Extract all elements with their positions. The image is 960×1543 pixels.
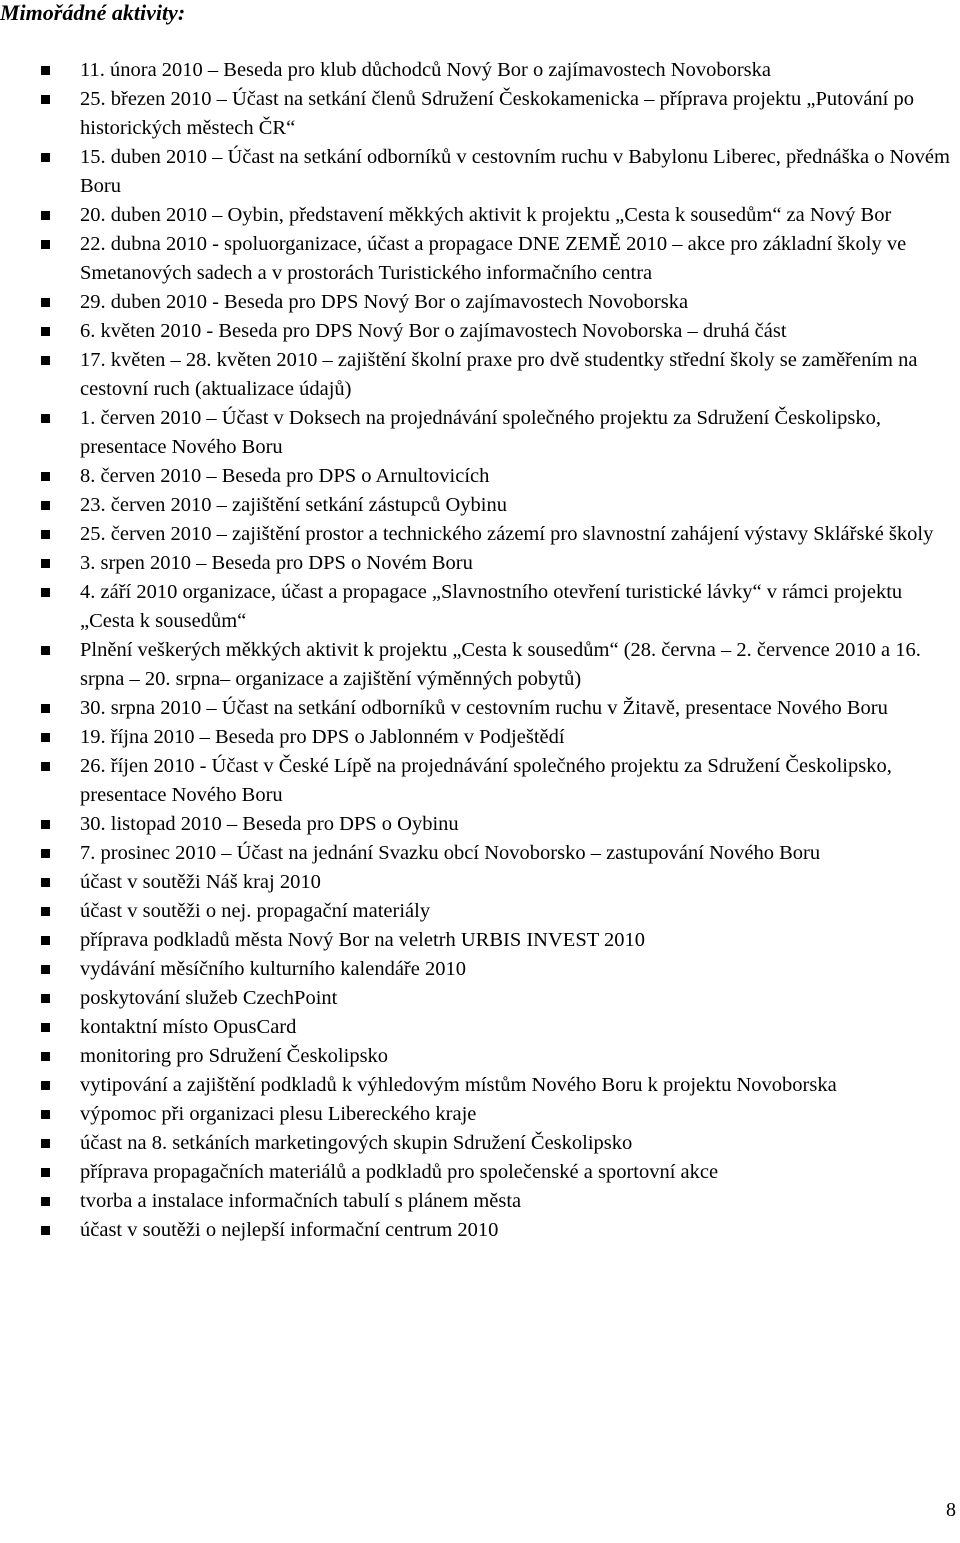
list-item (40, 752, 958, 810)
list-item-text: 29. duben 2010 - Beseda pro DPS Nový Bor o zajímavostech Novoborska (80, 291, 689, 313)
list-item-text: 15. duben 2010 – Účast na setkání odborníků v cestovním ruchu v Babylonu Liberec, přednáška o Novém Boru (80, 146, 950, 197)
list-item-text: 26. říjen 2010 - Účast v České Lípě na projednávání společného projektu za Sdružení Českolipsko, presentace Nového Boru (80, 755, 892, 806)
list-item-text: výpomoc při organizaci plesu Libereckého kraje (80, 1103, 477, 1125)
list-item (40, 955, 958, 984)
square-bullet-icon (41, 240, 50, 249)
list-item-text: poskytování služeb CzechPoint (80, 987, 338, 1009)
square-bullet-icon (41, 211, 50, 220)
list-item (40, 578, 958, 636)
square-bullet-icon (41, 1023, 50, 1032)
square-bullet-icon (41, 965, 50, 974)
list-item (40, 1129, 958, 1158)
list-item (40, 1100, 958, 1129)
list-item-text: 17. květen – 28. květen 2010 – zajištění školní praxe pro dvě studentky střední školy se zaměřením na cestovní ruch (aktualizace údajů) (80, 349, 918, 400)
page-number: 8 (946, 1499, 956, 1521)
square-bullet-icon (41, 1139, 50, 1148)
square-bullet-icon (41, 1110, 50, 1119)
list-item (40, 230, 958, 288)
list-item (40, 636, 958, 694)
square-bullet-icon (41, 327, 50, 336)
list-item-text: 30. listopad 2010 – Beseda pro DPS o Oybinu (80, 813, 459, 835)
list-item (40, 1013, 958, 1042)
list-item (40, 288, 958, 317)
activity-list (40, 56, 958, 1245)
list-item (40, 404, 958, 462)
list-item-text: 23. červen 2010 – zajištění setkání zástupců Oybinu (80, 494, 507, 516)
list-item-text: 19. října 2010 – Beseda pro DPS o Jablonném v Podještědí (80, 726, 565, 748)
list-item (40, 1216, 958, 1245)
list-item-text: Plnění veškerých měkkých aktivit k projektu „Cesta k sousedům“ (28. června – 2. července 2010 a 16. srpna – 20. srpna– organizace a zajištění výměnných pobytů) (80, 639, 921, 690)
list-item (40, 56, 958, 85)
list-item (40, 85, 958, 143)
square-bullet-icon (41, 501, 50, 510)
square-bullet-icon (41, 1226, 50, 1235)
list-item (40, 201, 958, 230)
list-item-text: příprava podkladů města Nový Bor na veletrh URBIS INVEST 2010 (80, 929, 645, 951)
square-bullet-icon (41, 878, 50, 887)
list-item (40, 491, 958, 520)
square-bullet-icon (41, 588, 50, 597)
square-bullet-icon (41, 414, 50, 423)
square-bullet-icon (41, 646, 50, 655)
list-item-text: 25. červen 2010 – zajištění prostor a technického zázemí pro slavnostní zahájení výstavy Sklářské školy (80, 523, 934, 545)
list-item (40, 723, 958, 752)
list-item (40, 549, 958, 578)
list-item-text: 1. červen 2010 – Účast v Doksech na projednávání společného projektu za Sdružení Českolipsko, presentace Nového Boru (80, 407, 881, 458)
square-bullet-icon (41, 1197, 50, 1206)
list-item-text: 8. červen 2010 – Beseda pro DPS o Arnultovicích (80, 465, 490, 487)
square-bullet-icon (41, 704, 50, 713)
list-item-text: 3. srpen 2010 – Beseda pro DPS o Novém Boru (80, 552, 473, 574)
square-bullet-icon (41, 1168, 50, 1177)
list-item-text: 20. duben 2010 – Oybin, představení měkkých aktivit k projektu „Cesta k sousedům“ za Nový Bor (80, 204, 892, 226)
list-item (40, 1158, 958, 1187)
list-item-text: 6. květen 2010 - Beseda pro DPS Nový Bor o zajímavostech Novoborska – druhá část (80, 320, 787, 342)
list-item-text: účast v soutěži o nejlepší informační centrum 2010 (80, 1219, 499, 1241)
list-item (40, 897, 958, 926)
list-item (40, 984, 958, 1013)
list-item-text: vytipování a zajištění podkladů k výhledovým místům Nového Boru k projektu Novoborska (80, 1074, 837, 1096)
list-item-text: kontaktní místo OpusCard (80, 1016, 297, 1038)
list-item (40, 1187, 958, 1216)
square-bullet-icon (41, 1081, 50, 1090)
list-item (40, 694, 958, 723)
list-item (40, 462, 958, 491)
list-item (40, 926, 958, 955)
square-bullet-icon (41, 762, 50, 771)
square-bullet-icon (41, 907, 50, 916)
list-item-text: účast na 8. setkáních marketingových skupin Sdružení Českolipsko (80, 1132, 633, 1154)
list-item (40, 1071, 958, 1100)
list-item-text: 7. prosinec 2010 – Účast na jednání Svazku obcí Novoborsko – zastupování Nového Boru (80, 842, 821, 864)
list-item (40, 839, 958, 868)
square-bullet-icon (41, 95, 50, 104)
list-item (40, 1042, 958, 1071)
list-item-text: 25. březen 2010 – Účast na setkání členů Sdružení Českokamenicka – příprava projektu „Putování po historických městech ČR“ (80, 88, 914, 139)
list-item-text: účast v soutěži o nej. propagační materiály (80, 900, 431, 922)
list-item-text: tvorba a instalace informačních tabulí s plánem města (80, 1190, 522, 1212)
list-item-text: účast v soutěži Náš kraj 2010 (80, 871, 321, 893)
square-bullet-icon (41, 994, 50, 1003)
list-item-text: 4. září 2010 organizace, účast a propagace „Slavnostního otevření turistické lávky“ v rámci projektu „Cesta k sousedům“ (80, 581, 903, 632)
square-bullet-icon (41, 559, 50, 568)
square-bullet-icon (41, 356, 50, 365)
square-bullet-icon (41, 472, 50, 481)
list-item-text: příprava propagačních materiálů a podkladů pro společenské a sportovní akce (80, 1161, 719, 1183)
square-bullet-icon (41, 530, 50, 539)
list-item (40, 868, 958, 897)
square-bullet-icon (41, 298, 50, 307)
list-item-text: monitoring pro Sdružení Českolipsko (80, 1045, 389, 1067)
square-bullet-icon (41, 820, 50, 829)
list-item-text: vydávání měsíčního kulturního kalendáře 2010 (80, 958, 466, 980)
list-item (40, 810, 958, 839)
list-item (40, 520, 958, 549)
list-item-text: 30. srpna 2010 – Účast na setkání odborníků v cestovním ruchu v Žitavě, presentace Nového Boru (80, 697, 888, 719)
square-bullet-icon (41, 1052, 50, 1061)
list-item-text: 11. února 2010 – Beseda pro klub důchodců Nový Bor o zajímavostech Novoborska (80, 59, 771, 81)
list-item (40, 143, 958, 201)
square-bullet-icon (41, 66, 50, 75)
square-bullet-icon (41, 153, 50, 162)
page-heading: Mimořádné aktivity: (0, 0, 186, 25)
square-bullet-icon (41, 733, 50, 742)
list-item-text: 22. dubna 2010 - spoluorganizace, účast a propagace DNE ZEMĚ 2010 – akce pro základní školy ve Smetanových sadech a v prostorách Turistického informačního centra (80, 233, 907, 284)
square-bullet-icon (41, 936, 50, 945)
list-item (40, 317, 958, 346)
list-item (40, 346, 958, 404)
square-bullet-icon (41, 849, 50, 858)
